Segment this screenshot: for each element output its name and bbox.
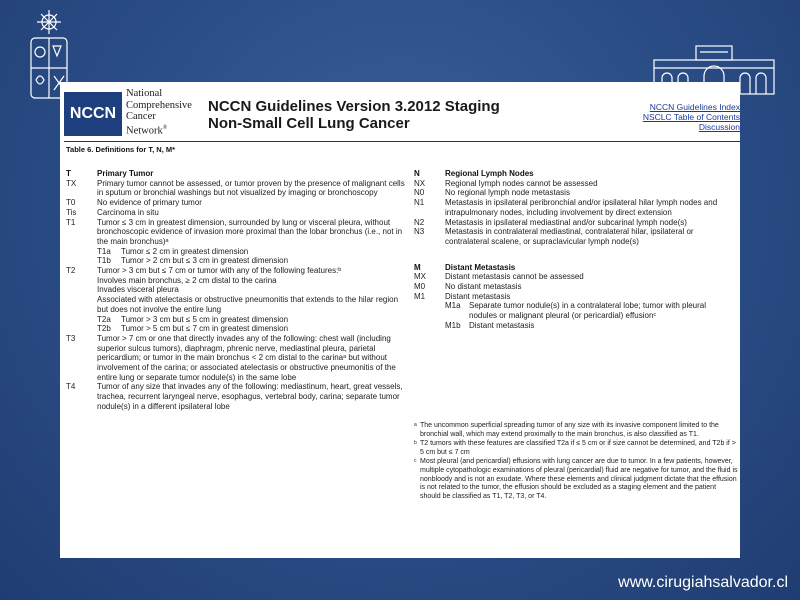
document-header [60, 82, 740, 140]
substage-row [445, 321, 736, 331]
org-name-line: Network [126, 125, 163, 136]
substage-code: M1b [445, 320, 461, 330]
stage-code: N2 [414, 217, 425, 227]
definition-row [66, 208, 411, 218]
stage-code: T4 [66, 382, 76, 392]
stage-description: Metastasis in ipsilateral mediastinal and/or subcarinal lymph node(s) [445, 217, 687, 227]
header-divider [64, 141, 740, 142]
m-section-header [414, 263, 736, 273]
feature-description: Invades visceral pleura [97, 285, 179, 295]
definition-row [66, 179, 411, 198]
org-name-line: National [126, 88, 163, 99]
nccn-logo: NCCN [64, 92, 122, 136]
stage-code: TX [66, 178, 77, 188]
stage-description: No regional lymph node metastasis [445, 188, 570, 198]
title-line-2: Non-Small Cell Lung Cancer [208, 115, 410, 132]
section-label: Regional Lymph Nodes [445, 169, 534, 178]
title-line-1: NCCN Guidelines Version 3.2012 Staging [208, 98, 500, 115]
substage-row [97, 324, 411, 334]
definition-row [414, 282, 736, 292]
table-title: Table 6. Definitions for T, N, M* [66, 145, 176, 154]
stage-description: Metastasis in contralateral mediastinal, contralateral hilar, ipsilateral or contralateral scalene, or supraclavicular lymph node(s) [445, 227, 694, 246]
definition-row [414, 188, 736, 198]
org-name-line: Comprehensive [126, 99, 192, 111]
stage-description: Tumor ≤ 3 cm in greatest dimension, surrounded by lung or visceral pleura, without bronchoscopic evidence of invasion more proximal than the lobar bronchus (i.e., not in the main bronchus)ᵃ [97, 217, 403, 246]
definition-row [414, 292, 736, 302]
stage-description: Metastasis in ipsilateral peribronchial and/or ipsilateral hilar lymph nodes and intrapulmonary nodes, including involvement by direct extension [445, 198, 718, 217]
spacer [66, 276, 97, 286]
discussion-link[interactable]: Discussion [698, 122, 740, 132]
footnote [414, 440, 738, 457]
stage-code: M0 [414, 282, 426, 292]
definition-row [66, 382, 411, 411]
footnote-mark: b [414, 440, 417, 447]
section-code: N [414, 169, 420, 178]
stage-description: Distant metastasis cannot be assessed [445, 272, 584, 282]
table-of-contents-link[interactable]: NSCLC Table of Contents [642, 112, 740, 122]
definition-row [414, 272, 736, 282]
definition-row [66, 334, 411, 383]
substage-row [97, 315, 411, 325]
section-label: Primary Tumor [97, 169, 154, 178]
stage-description: Carcinoma in situ [97, 207, 159, 217]
stage-code: T0 [66, 198, 76, 208]
feature-description: Associated with atelectasis or obstructive pneumonitis that extends to the hilar region but does not involve the entire lung [97, 295, 399, 314]
n-m-definitions-column [414, 169, 736, 331]
stage-code: T2 [66, 266, 76, 276]
substage-description: Tumor ≤ 2 cm in greatest dimension [121, 246, 249, 256]
footnote-mark: c [414, 458, 417, 465]
definition-row [66, 198, 411, 208]
n-section-header [414, 169, 736, 179]
stage-code: N0 [414, 188, 425, 198]
substage-row [445, 301, 736, 320]
footnotes [414, 422, 738, 502]
stage-description: Tumor > 3 cm but ≤ 7 cm or tumor with any of the following features:ᵇ [97, 266, 342, 276]
stage-code: M1 [414, 291, 426, 301]
stage-description: Distant metastasis [445, 291, 511, 301]
org-name-line: Cancer [126, 111, 156, 122]
section-label: Distant Metastasis [445, 262, 516, 272]
footnote [414, 422, 738, 439]
footnote-text: Most pleural (and pericardial) effusions with lung cancer are due to tumor. In a few patients, however, multiple cytopathologic examinations of pleural (pericardial) fluid are negative for tumor, and the fluid is nonbloody and is not an exudate. Where these elements and clinical judgment dictate that the effusion is not related to the tumor, the effusion should be excluded as a staging element and the patient should be classified as T1, T2, T3, or T4. [420, 458, 738, 500]
navigation-links [643, 102, 740, 132]
nccn-staging-page [60, 82, 740, 558]
substage-code: T2a [97, 314, 111, 324]
definition-row [414, 218, 736, 228]
stage-description: Regional lymph nodes cannot be assessed [445, 178, 598, 188]
definition-row [414, 227, 736, 246]
substage-description: Separate tumor nodule(s) in a contralateral lobe; tumor with pleural nodules or malignant pleural (or pericardial) effusionᶜ [469, 301, 707, 321]
stage-code: N1 [414, 198, 425, 208]
stage-code: T3 [66, 333, 76, 343]
nccn-organization-name: National Comprehensive Cancer Network® [126, 88, 192, 136]
footnote-text: The uncommon superficial spreading tumor of any size with its invasive component limited to the bronchial wall, which may extend proximally to the main bronchus, is also classified as T1. [420, 422, 719, 438]
definition-row [414, 179, 736, 189]
definition-row [66, 266, 411, 276]
t-definitions-column [66, 169, 411, 412]
substage-description: Tumor > 2 cm but ≤ 3 cm in greatest dimension [121, 256, 289, 266]
document-title [208, 98, 500, 132]
substage-row [97, 247, 411, 257]
stage-description: No distant metastasis [445, 282, 522, 292]
stage-code: NX [414, 178, 426, 188]
stage-description: Tumor > 7 cm or one that directly invades any of the following: chest wall (including superior sulcus tumors), diaphragm, phrenic nerve, mediastinal pleura, parietal pericardium; or tumor in the main bronchus < 2 cm distal to the carinaᵃ but without involvement of the carina; or associated atelectasis or obstructive pneumonitis of the entire lung or separate tumor nodule(s) in the same lobe [97, 333, 396, 382]
substage-code: T1a [97, 246, 111, 256]
stage-code: Tis [66, 207, 77, 217]
feature-description: Involves main bronchus, ≥ 2 cm distal to the carina [97, 275, 277, 285]
feature-row [66, 295, 411, 314]
substage-description: Distant metastasis [469, 320, 535, 330]
substage-code: M1a [445, 301, 461, 311]
footnote-text: T2 tumors with these features are classified T2a if ≤ 5 cm or if size cannot be determined, and T2b if > 5 cm but ≤ 7 cm [420, 440, 736, 456]
section-code: T [66, 169, 71, 178]
substage-code: T2b [97, 324, 111, 334]
feature-row [66, 285, 411, 295]
feature-row [66, 276, 411, 286]
stage-code: MX [414, 272, 426, 282]
stage-code: N3 [414, 227, 425, 237]
section-code: M [414, 262, 421, 272]
footnote [414, 458, 738, 501]
t-section-header [66, 169, 411, 179]
stage-description: Tumor of any size that invades any of the following: mediastinum, heart, great vessels, trachea, recurrent laryngeal nerve, esophagus, vertebral body, carina; separate tumor nodule(s) in a different ipsilateral lobe [97, 382, 403, 411]
definition-row [66, 218, 411, 247]
substage-description: Tumor > 3 cm but ≤ 5 cm in greatest dimension [121, 314, 289, 324]
substage-row [97, 256, 411, 266]
spacer [66, 295, 97, 314]
stage-code: T1 [66, 217, 76, 227]
substage-code: T1b [97, 256, 111, 266]
stage-description: Primary tumor cannot be assessed, or tumor proven by the presence of malignant cells in sputum or bronchial washings but not visualized by imaging or bronchoscopy [97, 178, 405, 198]
spacer [66, 285, 97, 295]
stage-description: No evidence of primary tumor [97, 198, 202, 208]
guidelines-index-link[interactable]: NCCN Guidelines Index [649, 102, 740, 112]
definition-row [414, 198, 736, 217]
footnote-mark: a [414, 422, 417, 428]
footer-url: www.cirugiahsalvador.cl [618, 574, 788, 591]
substage-description: Tumor > 5 cm but ≤ 7 cm in greatest dimension [121, 324, 289, 334]
